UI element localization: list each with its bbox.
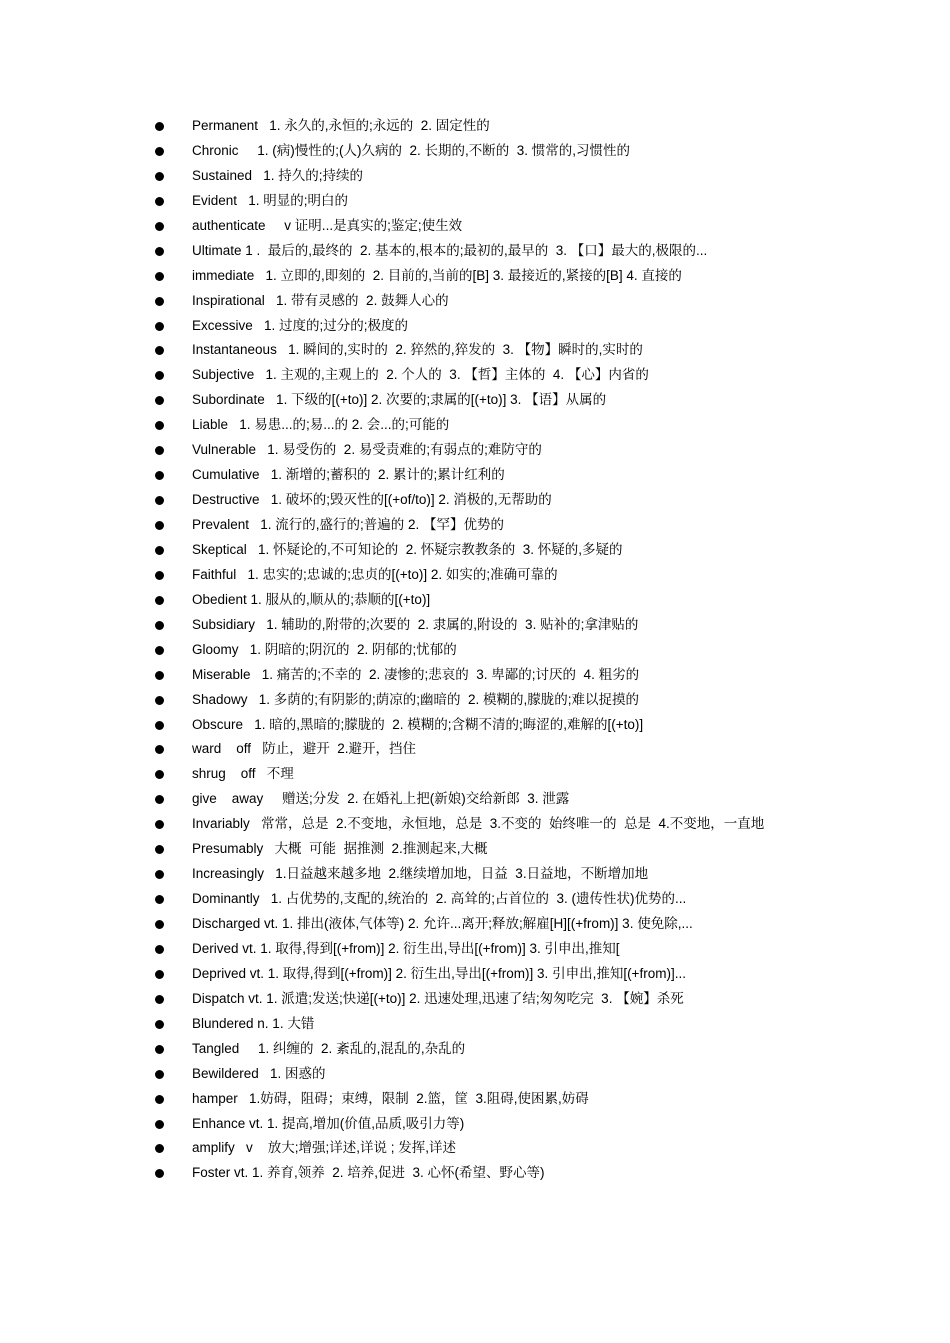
- list-item: [155, 688, 915, 713]
- entry-text: Chronic 1. (病)慢性的;(人)久病的 2. 长期的,不断的 3. 惯常的,习惯性的: [192, 142, 631, 158]
- list-item: [155, 1112, 915, 1137]
- list-item: [155, 438, 915, 463]
- list-item: [155, 837, 915, 862]
- list-item: [155, 413, 915, 438]
- entry-text: hamper 1.妨碍，阻碍；束缚，限制 2.篮，筐 3.阻碍,使困累,妨碍: [192, 1090, 589, 1106]
- entry-text: Evident 1. 明显的;明白的: [192, 192, 349, 208]
- bullet-icon: [155, 845, 164, 854]
- list-item: [155, 613, 915, 638]
- entry-text: Obscure 1. 暗的,黑暗的;朦胧的 2. 模糊的;含糊不清的;晦涩的,难解的[(+to)]: [192, 716, 644, 732]
- list-item: [155, 663, 915, 688]
- list-item: [155, 264, 915, 289]
- entry-text: immediate 1. 立即的,即刻的 2. 目前的,当前的[B] 3. 最接近的,紧接的[B] 4. 直接的: [192, 267, 682, 283]
- bullet-icon: [155, 945, 164, 954]
- list-item: [155, 937, 915, 962]
- bullet-icon: [155, 571, 164, 580]
- entry-text: Subsidiary 1. 辅助的,附带的;次要的 2. 隶属的,附设的 3. 贴补的;拿津贴的: [192, 616, 639, 632]
- bullet-icon: [155, 820, 164, 829]
- list-item: [155, 114, 915, 139]
- bullet-icon: [155, 870, 164, 879]
- list-item: [155, 513, 915, 538]
- entry-text: Ultimate 1 . 最后的,最终的 2. 基本的,根本的;最初的,最早的 3. 【口】最大的,极限的...: [192, 242, 708, 258]
- list-item: [155, 1062, 915, 1087]
- entry-text: Destructive 1. 破坏的;毁灭性的[(+of/to)] 2. 消极的,无帮助的: [192, 492, 552, 508]
- entry-text: Vulnerable 1. 易受伤的 2. 易受责难的;有弱点的;难防守的: [192, 442, 542, 458]
- bullet-icon: [155, 147, 164, 156]
- entry-text: Derived vt. 1. 取得,得到[(+from)] 2. 衍生出,导出[(+from)] 3. 引申出,推知[: [192, 940, 620, 956]
- bullet-icon: [155, 970, 164, 979]
- bullet-icon: [155, 122, 164, 131]
- list-item: [155, 862, 915, 887]
- bullet-icon: [155, 496, 164, 505]
- bullet-icon: [155, 521, 164, 530]
- list-item: [155, 164, 915, 189]
- list-item: [155, 787, 915, 812]
- bullet-icon: [155, 1045, 164, 1054]
- entry-text: amplify v 放大;增强;详述,详说 ; 发挥,详述: [192, 1140, 457, 1156]
- list-item: [155, 1012, 915, 1037]
- entry-text: shrug off 不理: [192, 766, 294, 782]
- bullet-icon: [155, 596, 164, 605]
- bullet-icon: [155, 546, 164, 555]
- list-item: [155, 338, 915, 363]
- bullet-icon: [155, 1020, 164, 1029]
- entry-text: Discharged vt. 1. 排出(液体,气体等) 2. 允许...离开;释放;解雇[H][(+from)] 3. 使免除,...: [192, 916, 693, 931]
- entry-text: Invariably 常常，总是 2.不变地，永恒地，总是 3.不变的 始终唯一的 总是 4.不变地，一直地: [192, 816, 765, 832]
- entry-text: Presumably 大概 可能 据推测 2.推测起来,大概: [192, 841, 488, 857]
- entry-text: Blundered n. 1. 大错: [192, 1015, 315, 1031]
- bullet-icon: [155, 322, 164, 331]
- entry-text: Dominantly 1. 占优势的,支配的,统治的 2. 高耸的;占首位的 3. (遗传性状)优势的...: [192, 891, 687, 907]
- bullet-icon: [155, 471, 164, 480]
- entry-text: Cumulative 1. 渐增的;蓄积的 2. 累计的;累计红利的: [192, 467, 505, 483]
- entry-text: Shadowy 1. 多荫的;有阴影的;荫凉的;幽暗的 2. 模糊的,朦胧的;难以捉摸的: [192, 691, 640, 707]
- list-item: [155, 638, 915, 663]
- list-item: [155, 189, 915, 214]
- list-item: [155, 912, 915, 937]
- bullet-icon: [155, 1070, 164, 1079]
- list-item: [155, 1037, 915, 1062]
- entry-text: Subjective 1. 主观的,主观上的 2. 个人的 3. 【哲】主体的 4. 【心】内省的: [192, 367, 649, 383]
- bullet-icon: [155, 1120, 164, 1129]
- bullet-icon: [155, 745, 164, 754]
- list-item: [155, 363, 915, 388]
- bullet-icon: [155, 721, 164, 730]
- bullet-icon: [155, 172, 164, 181]
- list-item: [155, 713, 915, 738]
- entry-text: Prevalent 1. 流行的,盛行的;普遍的 2. 【罕】优势的: [192, 517, 505, 532]
- bullet-icon: [155, 272, 164, 281]
- bullet-icon: [155, 396, 164, 405]
- list-item: [155, 463, 915, 488]
- list-item: [155, 588, 915, 613]
- bullet-icon: [155, 297, 164, 306]
- entry-text: Sustained 1. 持久的;持续的: [192, 167, 364, 183]
- entry-text: Faithful 1. 忠实的;忠诚的;忠贞的[(+to)] 2. 如实的;准确可靠的: [192, 566, 558, 582]
- bullet-icon: [155, 1095, 164, 1104]
- entry-text: Inspirational 1. 带有灵感的 2. 鼓舞人心的: [192, 292, 449, 308]
- list-item: [155, 1136, 915, 1161]
- entry-text: Liable 1. 易患...的;易...的 2. 会...的;可能的: [192, 417, 450, 433]
- list-item: [155, 762, 915, 787]
- list-item: [155, 214, 915, 239]
- entry-text: ward off 防止，避开 2.避开，挡住: [192, 741, 417, 757]
- list-item: [155, 887, 915, 912]
- bullet-icon: [155, 770, 164, 779]
- bullet-icon: [155, 222, 164, 231]
- list-item: [155, 563, 915, 588]
- bullet-icon: [155, 795, 164, 804]
- list-item: [155, 1161, 915, 1186]
- list-item: [155, 538, 915, 563]
- bullet-icon: [155, 1144, 164, 1153]
- bullet-icon: [155, 696, 164, 705]
- bullet-icon: [155, 920, 164, 929]
- entry-text: Excessive 1. 过度的;过分的;极度的: [192, 317, 409, 333]
- list-item: [155, 488, 915, 513]
- list-item: [155, 289, 915, 314]
- bullet-icon: [155, 247, 164, 256]
- list-item: [155, 139, 915, 164]
- entry-text: Dispatch vt. 1. 派遣;发送;快递[(+to)] 2. 迅速处理,迅速了结;匆匆吃完 3. 【婉】杀死: [192, 990, 684, 1006]
- bullet-icon: [155, 621, 164, 630]
- bullet-icon: [155, 1169, 164, 1178]
- bullet-icon: [155, 197, 164, 206]
- entry-text: Tangled 1. 纠缠的 2. 紊乱的,混乱的,杂乱的: [192, 1040, 466, 1056]
- entry-text: Skeptical 1. 怀疑论的,不可知论的 2. 怀疑宗教教条的 3. 怀疑的,多疑的: [192, 541, 623, 557]
- list-item: [155, 239, 915, 264]
- entry-text: Bewildered 1. 困惑的: [192, 1065, 326, 1081]
- entry-text: Deprived vt. 1. 取得,得到[(+from)] 2. 衍生出,导出[(+from)] 3. 引申出,推知[(+from)]...: [192, 965, 686, 981]
- bullet-icon: [155, 646, 164, 655]
- list-item: [155, 388, 915, 413]
- list-item: [155, 962, 915, 987]
- entry-text: Foster vt. 1. 养育,领养 2. 培养,促进 3. 心怀(希望、野心等): [192, 1165, 545, 1181]
- list-item: [155, 1087, 915, 1112]
- entry-text: Permanent 1. 永久的,永恒的;永远的 2. 固定性的: [192, 118, 490, 133]
- bullet-icon: [155, 371, 164, 380]
- entry-text: Increasingly 1.日益越来越多地 2.继续增加地，日益 3.日益地，不断增加地: [192, 866, 649, 882]
- entry-text: Gloomy 1. 阴暗的;阴沉的 2. 阴郁的;忧郁的: [192, 641, 457, 657]
- entry-text: Enhance vt. 1. 提高,增加(价值,品质,吸引力等): [192, 1115, 465, 1131]
- entry-text: Instantaneous 1. 瞬间的,实时的 2. 猝然的,猝发的 3. 【物】瞬时的,实时的: [192, 342, 643, 358]
- entry-text: Obedient 1. 服从的,顺从的;恭顺的[(+to)]: [192, 591, 431, 607]
- bullet-icon: [155, 895, 164, 904]
- entry-text: give away 赠送;分发 2. 在婚礼上把(新娘)交给新郎 3. 泄露: [192, 791, 570, 807]
- list-item: [155, 314, 915, 339]
- entry-text: authenticate v 证明...是真实的;鉴定;使生效: [192, 217, 463, 233]
- list-item: [155, 737, 915, 762]
- bullet-icon: [155, 995, 164, 1004]
- entry-text: Subordinate 1. 下级的[(+to)] 2. 次要的;隶属的[(+to)] 3. 【语】从属的: [192, 392, 607, 408]
- entry-text: Miserable 1. 痛苦的;不幸的 2. 凄惨的;悲哀的 3. 卑鄙的;讨厌的 4. 粗劣的: [192, 666, 640, 682]
- bullet-icon: [155, 346, 164, 355]
- list-item: [155, 812, 915, 837]
- bullet-icon: [155, 446, 164, 455]
- bullet-icon: [155, 671, 164, 680]
- bullet-icon: [155, 421, 164, 430]
- list-item: [155, 987, 915, 1012]
- vocabulary-list: [155, 114, 915, 1186]
